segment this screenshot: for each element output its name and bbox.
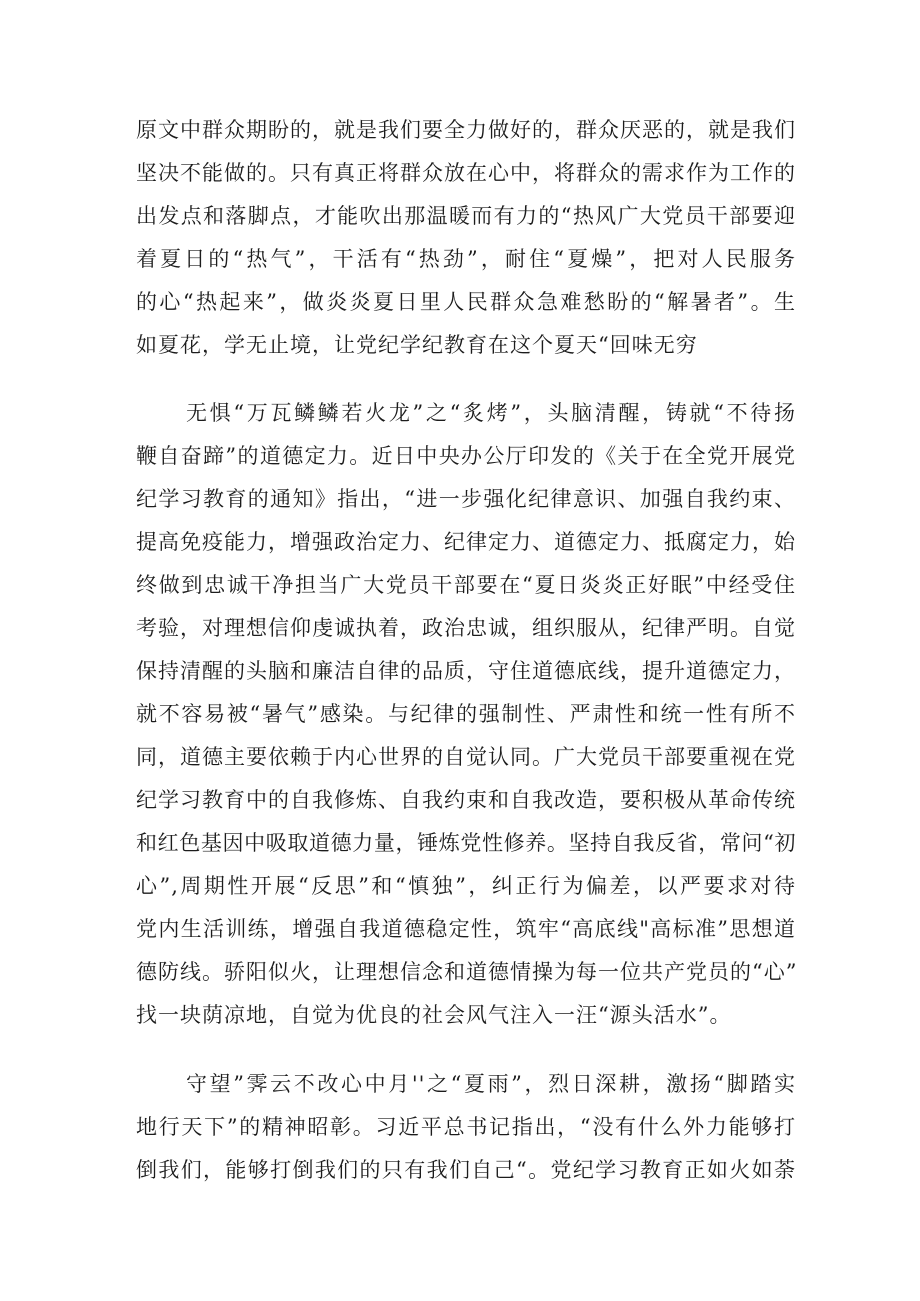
- text-line: 心”,周期性开展“反思”和“慎独”，纠正行为偏差，以严要求对待: [136, 874, 796, 898]
- text-line: 的心“热起来”，做炎炎夏日里人民群众急难愁盼的“解暑者”。生: [136, 290, 796, 314]
- text-line: 地行天下”的精神昭彰。习近平总书记指出，“没有什么外力能够打: [136, 1115, 796, 1139]
- text-line: 提高免疫能力，增强政治定力、纪律定力、道德定力、抵腐定力，始: [136, 530, 796, 554]
- text-line: 德防线。骄阳似火，让理想信念和道德情操为每一位共产党员的“心”: [136, 960, 798, 984]
- text-line: 纪学习教育中的自我修炼、自我约束和自我改造，要积极从革命传统: [136, 788, 796, 812]
- text-line: 终做到忠诚干净担当广大党员干部要在“夏日炎炎正好眠”中经受住: [136, 573, 796, 597]
- text-line: 倒我们，能够打倒我们的只有我们自己“。党纪学习教育正如火如荼: [136, 1158, 796, 1182]
- text-line: 坚决不能做的。只有真正将群众放在心中，将群众的需求作为工作的: [136, 161, 796, 185]
- text-line: 着夏日的“热气”，干活有“热劲”，耐住“夏燥”，把对人民服务: [136, 247, 796, 271]
- text-line: 和红色基因中吸取道德力量，锤炼党性修养。坚持自我反省，常问“初: [136, 831, 796, 855]
- text-line: 出发点和落脚点，才能吹出那温暖而有力的“热风广大党员干部要迎: [136, 204, 796, 228]
- text-line: 党内生活训练，增强自我道德稳定性，筑牢“高底线"高标准”思想道: [136, 917, 796, 941]
- text-line: 原文中群众期盼的，就是我们要全力做好的，群众厌恶的，就是我们: [136, 118, 796, 142]
- text-line: 保持清醒的头脑和廉洁自律的品质，守住道德底线，提升道德定力，: [136, 659, 796, 683]
- text-line: 纪学习教育的通知》指出，“进一步强化纪律意识、加强自我约束、: [136, 487, 796, 511]
- text-line: 就不容易被“暑气”感染。与纪律的强制性、严肃性和统一性有所不: [136, 702, 796, 726]
- text-line: 鞭自奋蹄”的道德定力。近日中央办公厅印发的《关于在全党开展党: [136, 444, 796, 468]
- text-line: 考验，对理想信仰虔诚执着，政治忠诚，组织服从，纪律严明。自觉: [136, 616, 796, 640]
- text-line: 如夏花，学无止境，让党纪学纪教育在这个夏天“回味无穷: [136, 333, 698, 357]
- text-line: 守望”霁云不改心中月''之“夏雨”，烈日深耕，激扬“脚踏实: [186, 1072, 796, 1096]
- text-line: 无惧“万瓦鳞鳞若火龙”之“炙烤”，头脑清醒，铸就“不待扬: [186, 401, 796, 425]
- text-line: 找一块荫凉地，自觉为优良的社会风气注入一汪“源头活水”。: [136, 1003, 732, 1027]
- text-line: 同，道德主要依赖于内心世界的自觉认同。广大党员干部要重视在党: [136, 745, 796, 769]
